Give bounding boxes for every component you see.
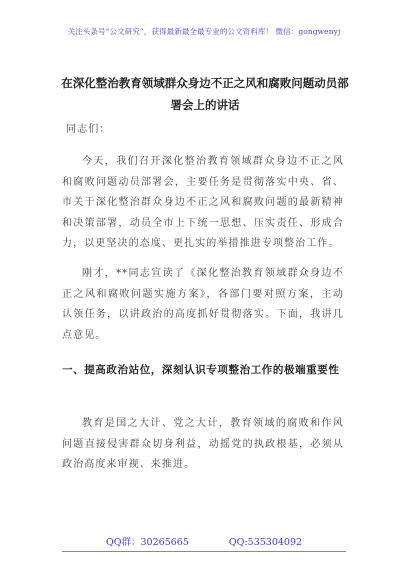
document-title: 在深化整治教育领域群众身边不正之风和腐败问题动员部署会上的讲话 <box>61 76 349 112</box>
paragraph-1: 今天，我们召开深化整治教育领域群众身边不正之风和腐败问题动员部署会，主要任务是贯彻落实中央、省、市关于深化整治群众身边不正之风和腐败问题的最新精神和决策部署，动员全市上下统一思想、压实责任、形成合力，以更坚决的态度、更扎实的举措推进专项整治工作。 <box>62 156 344 249</box>
salutation <box>62 120 344 141</box>
section-heading-1: 一、提高政治站位，深刻认识专项整治工作的极端重要性 <box>62 364 340 376</box>
footer-qq: QQ:535304092 <box>228 537 303 548</box>
paragraph-3: 教育是国之大计、党之大计，教育领域的腐败和作风问题直接侵害群众切身利益，动摇党的执政根基，必须从政治高度来审视、来推进。 <box>62 418 344 470</box>
footer-divider <box>62 551 346 552</box>
page-header: 关注头条号“公文研究”，获得最新最全最专业的公文资料库！ 微信：gongwenyj <box>67 27 341 36</box>
page-footer <box>0 534 408 548</box>
paragraph-2: 刚才，**同志宣读了《深化整治教育领域群众身边不正之风和腐败问题实施方案》，各部门要对照方案，主动认领任务，以讲政治的高度抓好贯彻落实。下面，我讲几点意见。 <box>62 268 344 341</box>
footer-qq-group: QQ群：30265665 <box>105 537 189 548</box>
salutation-text: 同志们： <box>66 124 111 135</box>
